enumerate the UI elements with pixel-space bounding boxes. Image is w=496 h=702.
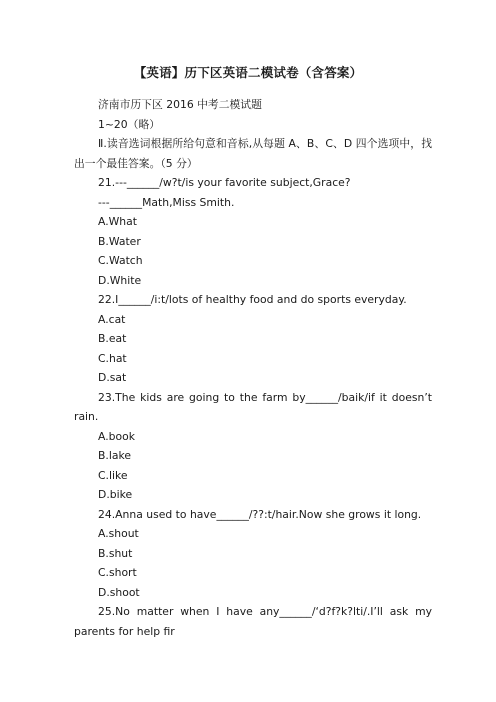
paragraph-section-instructions: Ⅱ.读音选词根据所给句意和音标,从每题 A、B、C、D 四个选项中，找出一个最佳答案。（5 分） — [74, 137, 432, 170]
question-21: 21.---______/w?t/is your favorite subject,Grace? — [98, 176, 351, 189]
question-23: 23.The kids are going to the farm by______/baik/if it doesn’t rain. — [74, 390, 432, 423]
document-title: 【英语】历下区英语二模试卷（含答案） — [133, 65, 363, 80]
question-22-option-a: A.cat — [98, 312, 126, 326]
question-22: 22.I______/i:t/lots of healthy food and do sports everyday. — [98, 293, 407, 306]
question-22-option-c: C.hat — [98, 351, 127, 365]
question-21-answer-line: ---______Math,Miss Smith. — [98, 195, 235, 209]
question-23-option-a: A.book — [98, 429, 135, 443]
question-22-option-b: B.eat — [98, 332, 127, 345]
document-body — [74, 95, 432, 641]
question-21-option-b: B.Water — [98, 234, 141, 248]
question-21-option-d: D.White — [98, 273, 142, 287]
question-24-option-c: C.short — [98, 566, 137, 579]
question-21-option-a: A.What — [98, 215, 137, 228]
question-25: 25.No matter when I have any______/‘d?f?k?lti/.I’ll ask my parents for help fir — [74, 605, 432, 638]
question-23-option-c: C.like — [98, 468, 128, 482]
question-24-option-a: A.shout — [98, 527, 139, 540]
question-24-option-b: B.shut — [98, 546, 133, 560]
question-21-option-c: C.Watch — [98, 254, 143, 267]
paragraph-omitted-range: 1~20（略） — [98, 117, 161, 131]
question-23-option-b: B.lake — [98, 449, 131, 462]
question-24-option-d: D.shoot — [98, 585, 140, 599]
question-23-option-d: D.bike — [98, 488, 133, 501]
paragraph-exam-name: 济南市历下区 2016 中考二模试题 — [98, 98, 262, 111]
question-22-option-d: D.sat — [98, 371, 127, 384]
question-24: 24.Anna used to have______/??:t/hair.Now she grows it long. — [98, 507, 422, 521]
